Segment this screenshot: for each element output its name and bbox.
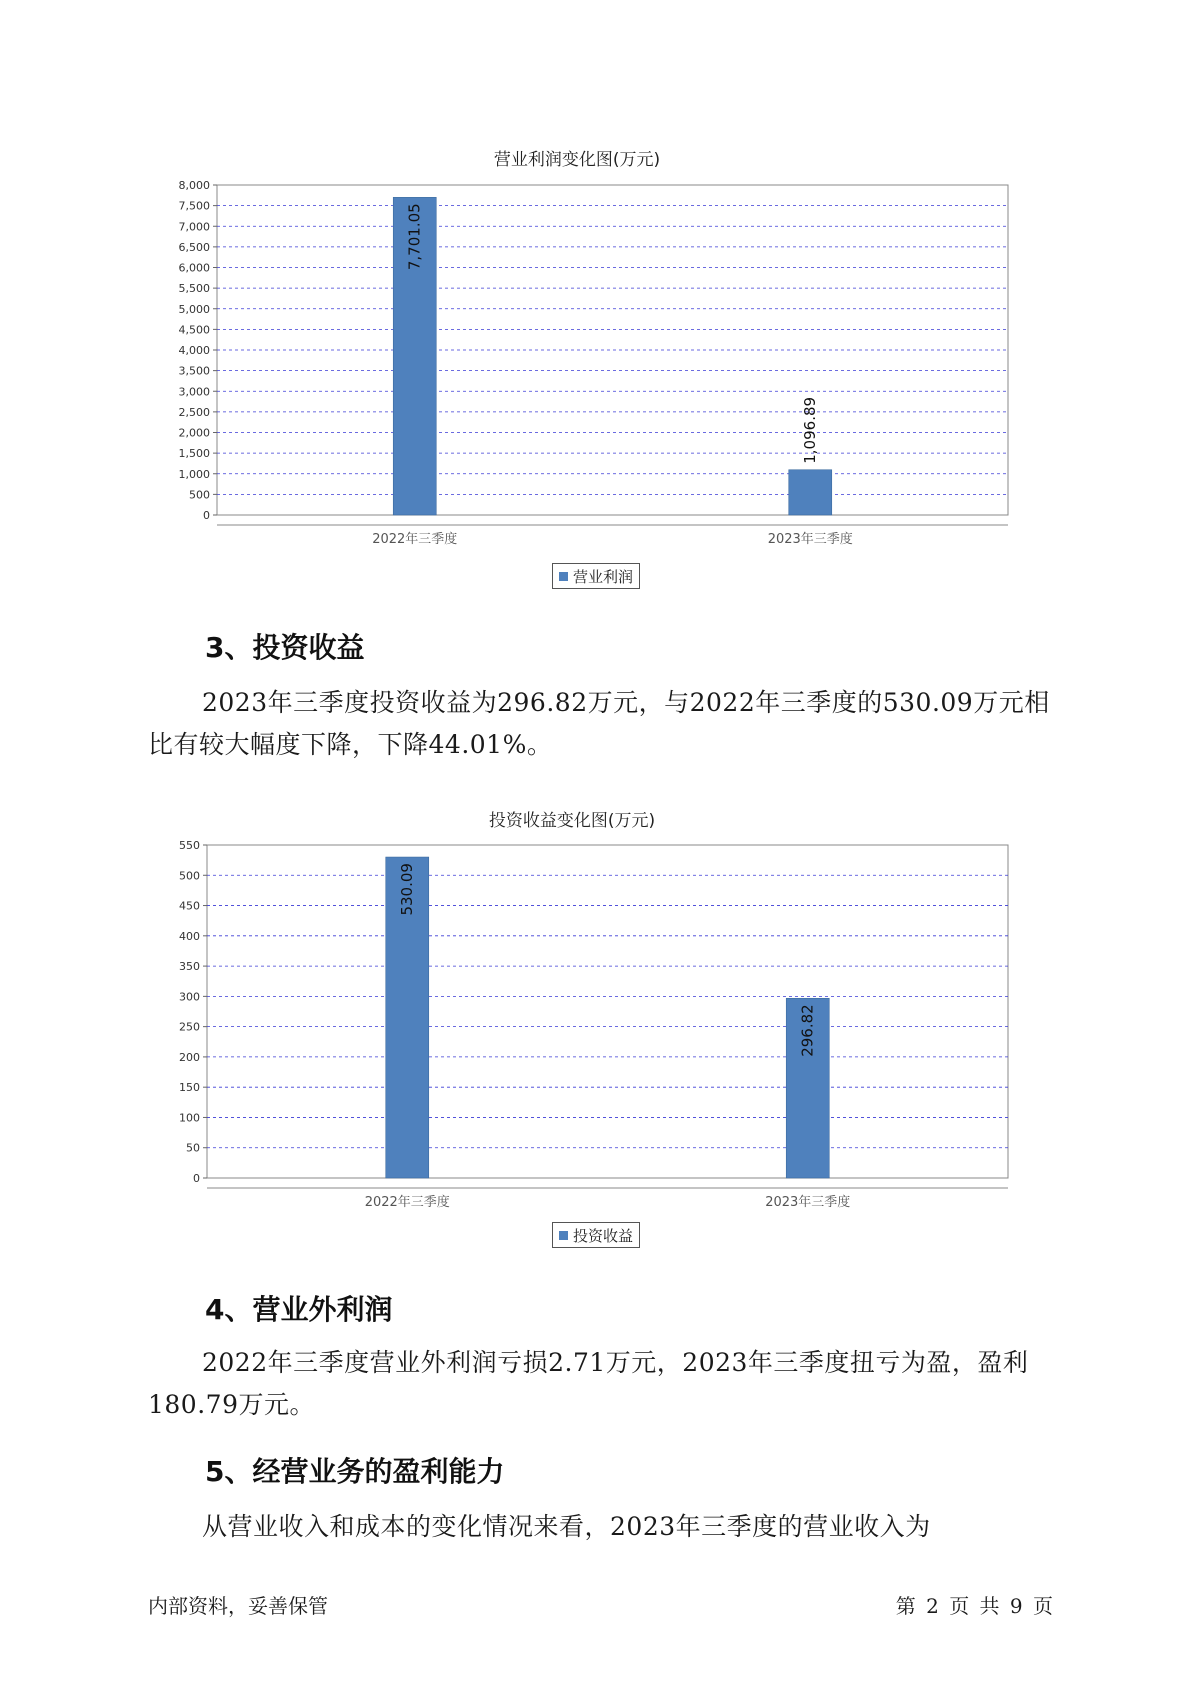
bar-value-label: 296.82	[798, 1004, 817, 1057]
chart2-legend	[552, 1222, 640, 1248]
x-tick-label: 2023年三季度	[765, 1195, 851, 1210]
y-tick-label: 200	[179, 1050, 200, 1064]
chart1-legend-label: 营业利润	[573, 567, 634, 586]
footer-confidential-note: 内部资料，妥善保管	[148, 1594, 328, 1618]
chart2-legend-label: 投资收益	[573, 1226, 634, 1245]
y-tick-label: 300	[179, 990, 200, 1004]
x-tick-label: 2022年三季度	[364, 1195, 450, 1210]
y-tick-label: 6,000	[178, 261, 210, 275]
chart1-title: 营业利润变化图(万元)	[493, 150, 661, 170]
y-tick-label: 0	[193, 1172, 200, 1185]
section-paragraph-investment-income: 2023年三季度投资收益为296.82万元，与2022年三季度的530.09万元相比有较大幅度下降，下降44.01%。	[148, 688, 1050, 759]
x-tick-label: 2022年三季度	[372, 532, 458, 547]
bar-value-label: 530.09	[398, 863, 417, 916]
y-tick-label: 2,500	[178, 405, 210, 419]
y-tick-label: 7,000	[178, 220, 210, 234]
y-tick-label: 6,500	[178, 240, 210, 254]
y-tick-label: 4,000	[178, 344, 210, 357]
y-tick-label: 500	[189, 488, 210, 502]
y-tick-label: 150	[179, 1081, 200, 1095]
footer-page-number: 第 2 页 共 9 页	[895, 1594, 1053, 1618]
y-tick-label: 5,500	[178, 282, 210, 296]
y-tick-label: 7,500	[178, 199, 210, 213]
section-heading-operating-profitability: 5、经营业务的盈利能力	[205, 1455, 505, 1488]
y-tick-label: 0	[203, 509, 210, 522]
y-tick-label: 550	[179, 839, 200, 852]
legend-swatch	[559, 1231, 568, 1240]
y-tick-label: 250	[179, 1020, 200, 1034]
bar-value-label: 1,096.89	[801, 396, 820, 464]
y-tick-label: 350	[179, 960, 200, 974]
y-tick-label: 8,000	[178, 179, 210, 192]
y-tick-label: 500	[179, 869, 200, 883]
y-tick-label: 450	[179, 899, 200, 913]
section-paragraph-non-operating-profit: 2022年三季度营业外利润亏损2.71万元，2023年三季度扭亏为盈，盈利180.79万元。	[148, 1348, 1029, 1419]
section-heading-non-operating-profit: 4、营业外利润	[205, 1293, 393, 1326]
x-tick-label: 2023年三季度	[767, 532, 853, 547]
y-tick-label: 50	[186, 1141, 200, 1155]
bar-value-label: 7,701.05	[405, 203, 424, 271]
y-tick-label: 2,000	[178, 426, 210, 440]
y-tick-label: 100	[179, 1111, 200, 1125]
y-tick-label: 3,500	[178, 364, 210, 378]
y-tick-label: 3,000	[178, 385, 210, 399]
y-tick-label: 400	[179, 929, 200, 943]
chart2-title: 投资收益变化图(万元)	[488, 811, 656, 831]
y-tick-label: 5,000	[178, 302, 210, 316]
y-tick-label: 4,500	[178, 323, 210, 337]
y-tick-label: 1,500	[178, 447, 210, 461]
y-tick-label: 1,000	[178, 467, 210, 481]
section-heading-investment-income: 3、投资收益	[205, 631, 365, 664]
section-paragraph-operating-profitability: 从营业收入和成本的变化情况来看，2023年三季度的营业收入为	[202, 1512, 931, 1541]
plot-area	[207, 845, 1008, 1178]
